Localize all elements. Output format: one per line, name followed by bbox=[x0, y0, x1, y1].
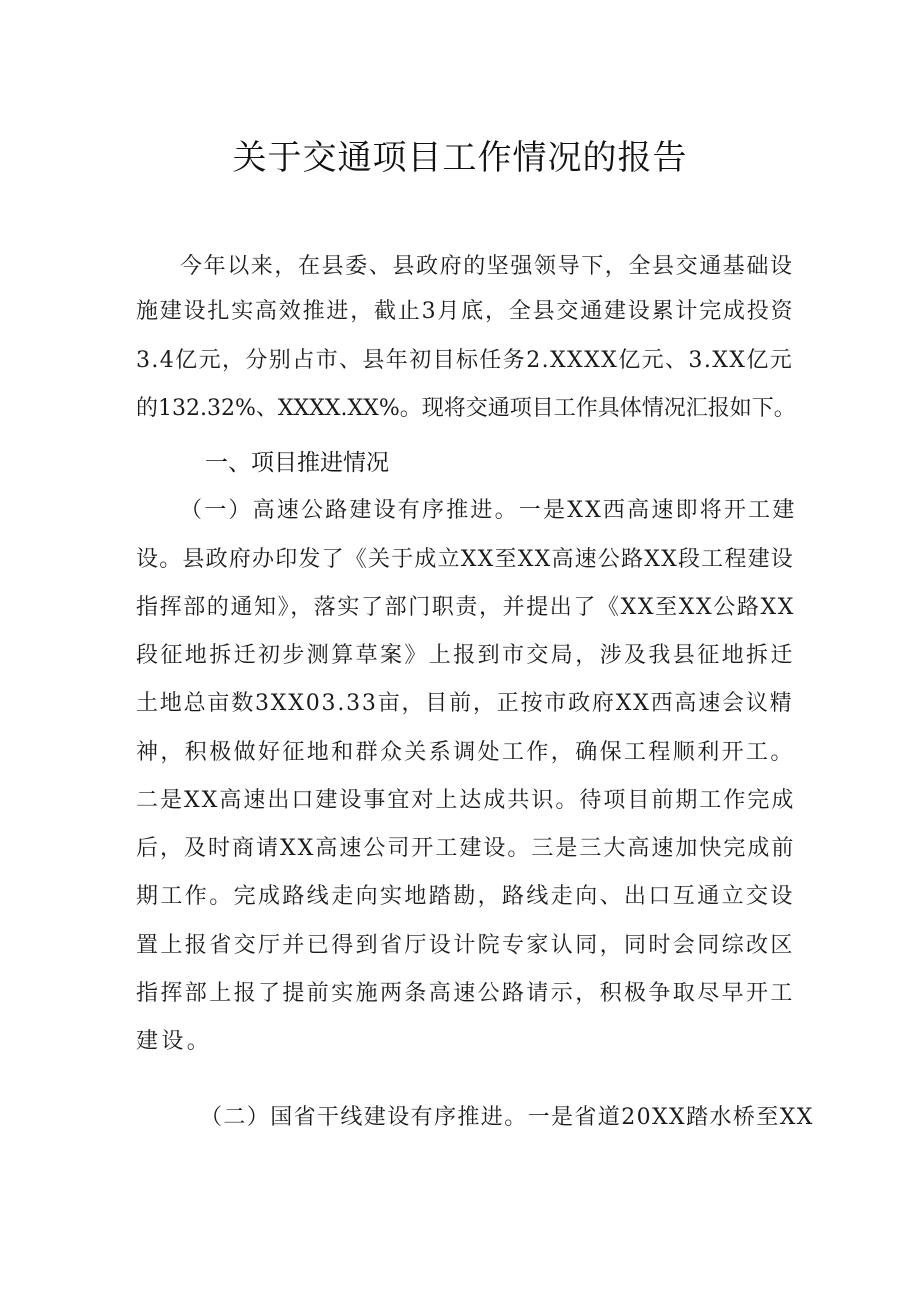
para1-line-10: 置上报省交厅并已得到省厅设计院专家认同，同时会同综改区 bbox=[136, 933, 795, 958]
intro-line-3: 3.4亿元，分别占市、县年初目标任务2.XXXX亿元、3.XX亿元 bbox=[136, 348, 794, 373]
intro-line-1: 今年以来，在县委、县政府的坚强领导下，全县交通基础设 bbox=[180, 254, 794, 279]
para1-line-8: 后，及时商请XX高速公司开工建设。三是三大高速加快完成前 bbox=[136, 836, 796, 861]
para2-line-1: （二）国省干线建设有序推进。一是省道20XX踏水桥至XX bbox=[200, 1105, 814, 1130]
para1-line-5: 土地总亩数3XX03.33亩，目前，正按市政府XX西高速会议精 bbox=[136, 691, 794, 716]
para1-line-12: 建设。 bbox=[136, 1029, 213, 1054]
para1-line-9: 期工作。完成路线走向实地踏勘，路线走向、出口互通立交设 bbox=[136, 884, 795, 909]
para1-line-1: （一）高速公路建设有序推进。一是XX西高速即将开工建 bbox=[180, 498, 797, 523]
para1-line-3: 指挥部的通知》，落实了部门职责，并提出了《XX至XX公路XX bbox=[136, 595, 795, 620]
intro-line-4: 的132.32%、XXXX.XX%。现将交通项目工作具体情况汇报如下。 bbox=[136, 396, 796, 421]
para1-line-4: 段征地拆迁初步测算草案》上报到市交局，涉及我县征地拆迁 bbox=[136, 643, 795, 668]
document-title: 关于交通项目工作情况的报告 bbox=[232, 138, 688, 178]
para1-line-11: 指挥部上报了提前实施两条高速公路请示，积极争取尽早开工 bbox=[136, 981, 795, 1006]
section-heading: 一、项目推进情况 bbox=[205, 450, 389, 476]
para1-line-2: 设。县政府办印发了《关于成立XX至XX高速公路XX段工程建设 bbox=[136, 547, 794, 572]
para1-line-6: 神，积极做好征地和群众关系调处工作，确保工程顺利开工。 bbox=[136, 740, 795, 765]
intro-line-2: 施建设扎实高效推进，截止3月底，全县交通建设累计完成投资 bbox=[136, 299, 795, 324]
para1-line-7: 二是XX高速出口建设事宜对上达成共识。待项目前期工作完成 bbox=[136, 788, 796, 813]
